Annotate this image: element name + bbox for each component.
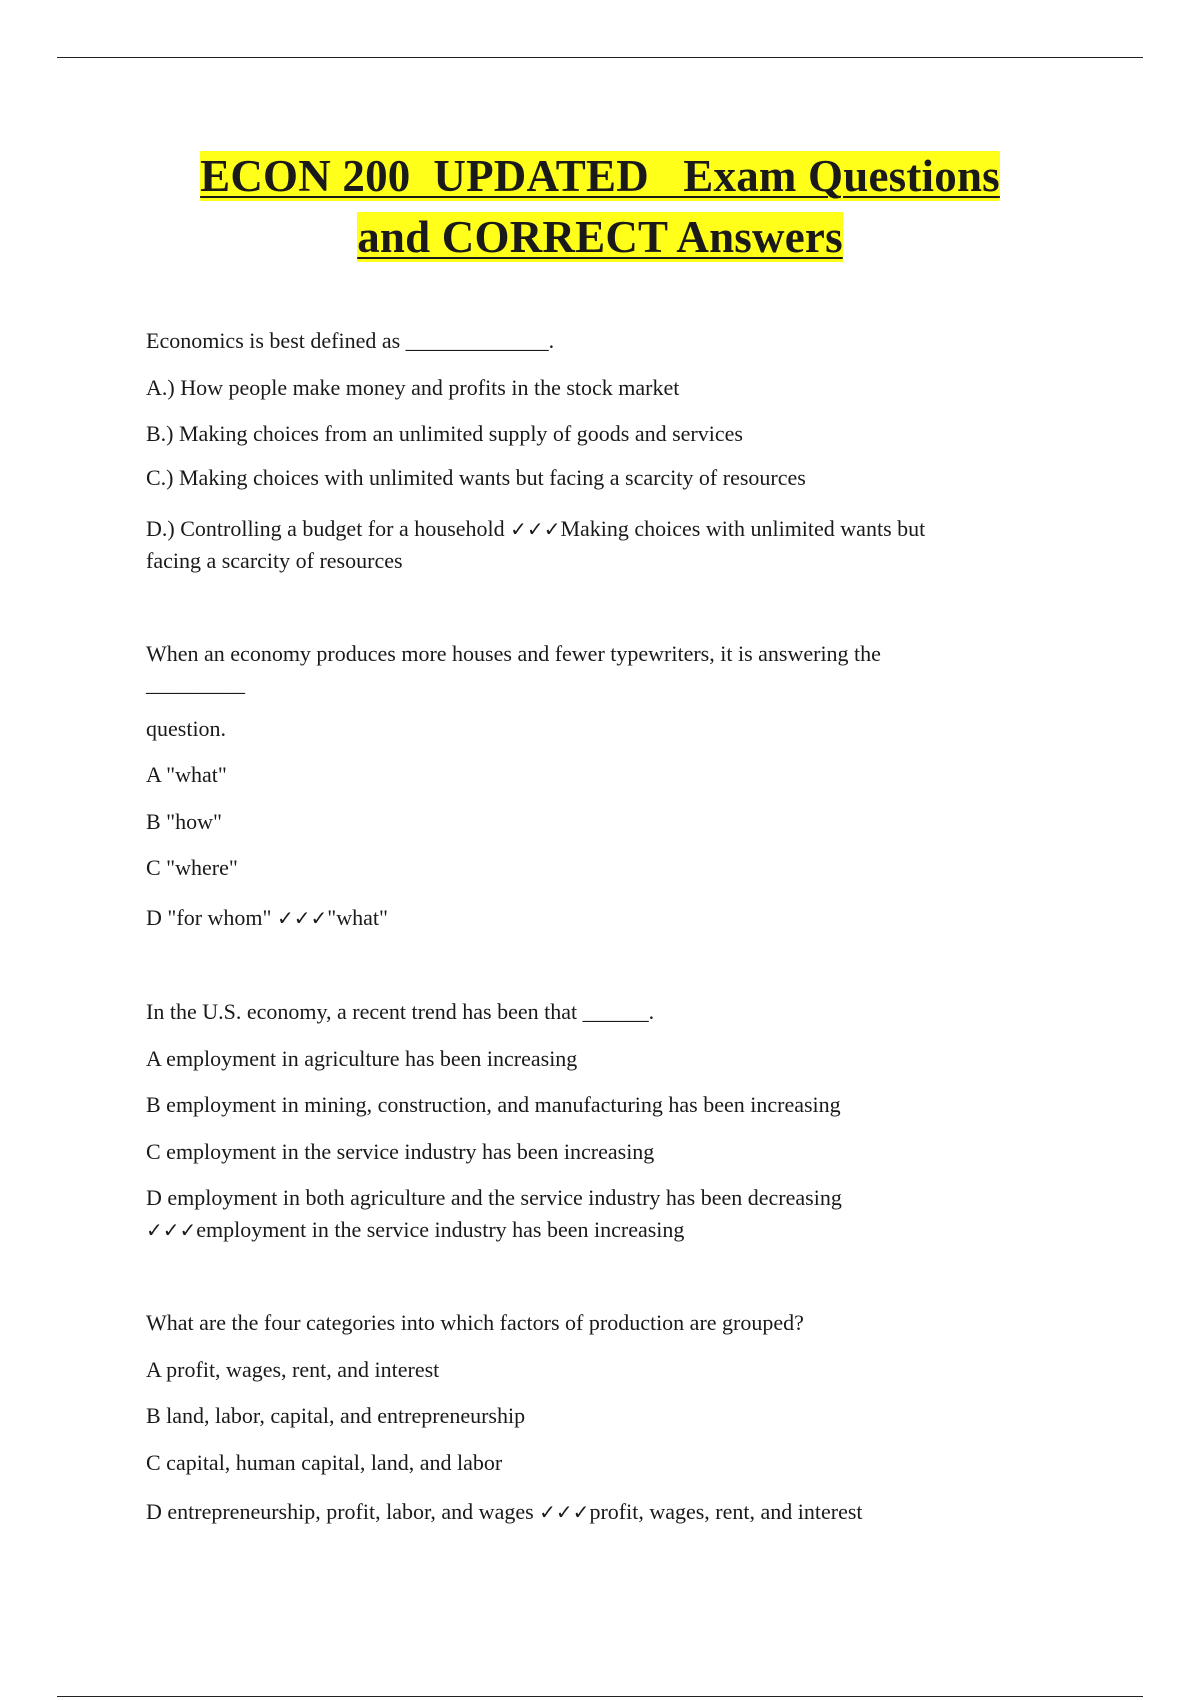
- question-1-answer: Making choices with unlimited wants but: [560, 516, 926, 541]
- check-icon: ✓✓✓: [539, 1500, 590, 1524]
- bottom-rule: [57, 1696, 1143, 1697]
- title-line-2: and CORRECT Answers: [357, 212, 843, 262]
- question-1-option-a: A.) How people make money and profits in the stock market: [146, 375, 680, 400]
- question-2-option-c: C "where": [146, 855, 238, 880]
- question-4-option-c: C capital, human capital, land, and labor: [146, 1450, 503, 1475]
- question-4-option-d-text: D entrepreneurship, profit, labor, and wages: [146, 1499, 540, 1524]
- question-1-option-c: C.) Making choices with unlimited wants but facing a scarcity of resources: [146, 465, 806, 490]
- question-3-answer: employment in the service industry has been increasing: [196, 1217, 685, 1242]
- question-1-option-b: B.) Making choices from an unlimited supply of goods and services: [146, 421, 743, 446]
- question-2-option-a: A "what": [146, 762, 227, 787]
- check-icon: ✓✓✓: [146, 1218, 197, 1242]
- question-2-blank: _________: [146, 671, 245, 696]
- question-2-option-b: B "how": [146, 809, 223, 834]
- question-2-prompt-end: question.: [146, 716, 227, 741]
- check-icon: ✓✓✓: [277, 906, 328, 930]
- question-3-answer-line: [146, 1214, 1046, 1246]
- question-2-prompt: When an economy produces more houses and fewer typewriters, it is answering the: [146, 641, 881, 666]
- question-3-option-a: A employment in agriculture has been increasing: [146, 1046, 578, 1071]
- question-1-option-d: [146, 513, 1046, 545]
- question-4-option-b: B land, labor, capital, and entrepreneurship: [146, 1403, 526, 1428]
- top-rule: [57, 57, 1143, 58]
- question-3-option-c: C employment in the service industry has been increasing: [146, 1139, 655, 1164]
- title-line-1: ECON 200 UPDATED Exam Questions: [200, 151, 1000, 201]
- question-4-option-a: A profit, wages, rent, and interest: [146, 1357, 440, 1382]
- document-title: [0, 146, 1200, 268]
- question-3-prompt: In the U.S. economy, a recent trend has been that ______.: [146, 999, 655, 1024]
- question-3-option-b: B employment in mining, construction, and manufacturing has been increasing: [146, 1092, 841, 1117]
- question-2-option-d-text: D "for whom": [146, 905, 278, 930]
- check-icon: ✓✓✓: [510, 517, 561, 541]
- question-4-answer: profit, wages, rent, and interest: [589, 1499, 863, 1524]
- question-2-answer: "what": [327, 905, 389, 930]
- question-4-prompt: What are the four categories into which factors of production are grouped?: [146, 1310, 804, 1335]
- question-1-answer-cont: facing a scarcity of resources: [146, 548, 403, 573]
- question-1-prompt: Economics is best defined as _____________.: [146, 328, 555, 353]
- question-4-option-d: [146, 1496, 1046, 1528]
- question-3-option-d: D employment in both agriculture and the service industry has been decreasing: [146, 1185, 842, 1210]
- question-2-option-d: [146, 902, 1046, 934]
- question-1-option-d-text: D.) Controlling a budget for a household: [146, 516, 511, 541]
